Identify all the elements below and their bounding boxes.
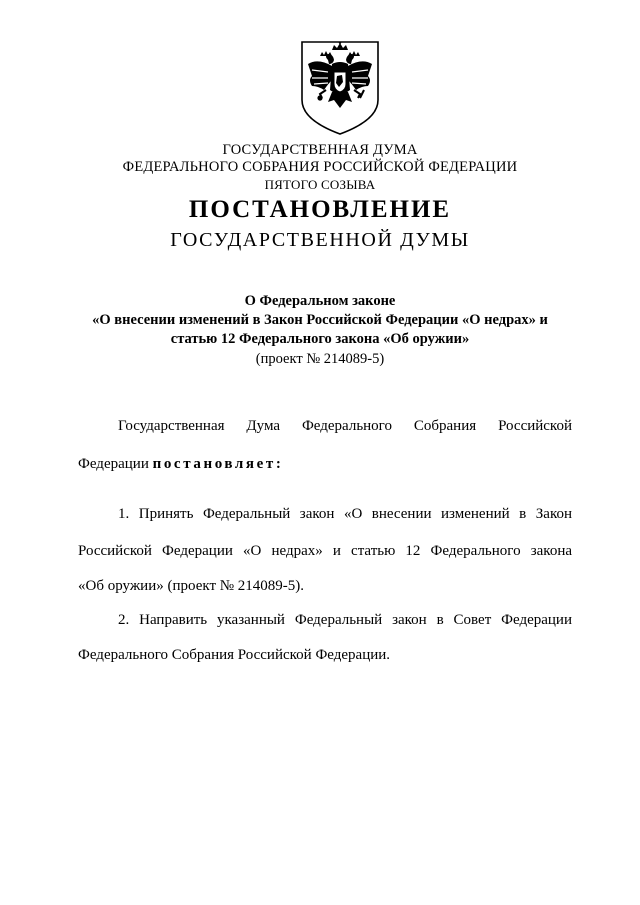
- item-2-line: Федерального Собрания Российской Федерации.: [78, 647, 391, 663]
- item-1-line: «Об оружии» (проект № 214089-5).: [78, 578, 305, 594]
- convocation: ПЯТОГО СОЗЫВА: [264, 177, 376, 192]
- subject-line: «О внесении изменений в Закон Российской Федерации «О недрах» и: [92, 312, 548, 328]
- subject-line: статью 12 Федерального закона «Об оружии»: [170, 331, 470, 347]
- project-number: (проект № 214089-5): [255, 351, 385, 367]
- intro-paragraph-line: Государственная Дума Федерального Собрания Российской: [118, 418, 572, 434]
- organization-name: ГОСУДАРСТВЕННАЯ ДУМА: [222, 142, 418, 158]
- item-1-line: Российской Федерации «О недрах» и статью 12 Федерального закона: [78, 543, 572, 559]
- document-type-title: ПОСТАНОВЛЕНИЕ: [188, 196, 452, 223]
- subject-line: О Федеральном законе: [244, 293, 396, 309]
- item-2-line: 2. Направить указанный Федеральный закон в Совет Федерации: [118, 612, 572, 628]
- resolution-verb: постановляет:: [152, 456, 284, 472]
- organization-parent: ФЕДЕРАЛЬНОГО СОБРАНИЯ РОССИЙСКОЙ ФЕДЕРАЦИИ: [122, 159, 518, 175]
- item-1-line: 1. Принять Федеральный закон «О внесении изменений в Закон: [118, 506, 572, 522]
- intro-text: Федерации: [78, 456, 153, 472]
- intro-paragraph-line: [78, 456, 572, 473]
- document-subtitle: ГОСУДАРСТВЕННОЙ ДУМЫ: [170, 229, 470, 251]
- russian-coat-of-arms-icon: [298, 40, 382, 136]
